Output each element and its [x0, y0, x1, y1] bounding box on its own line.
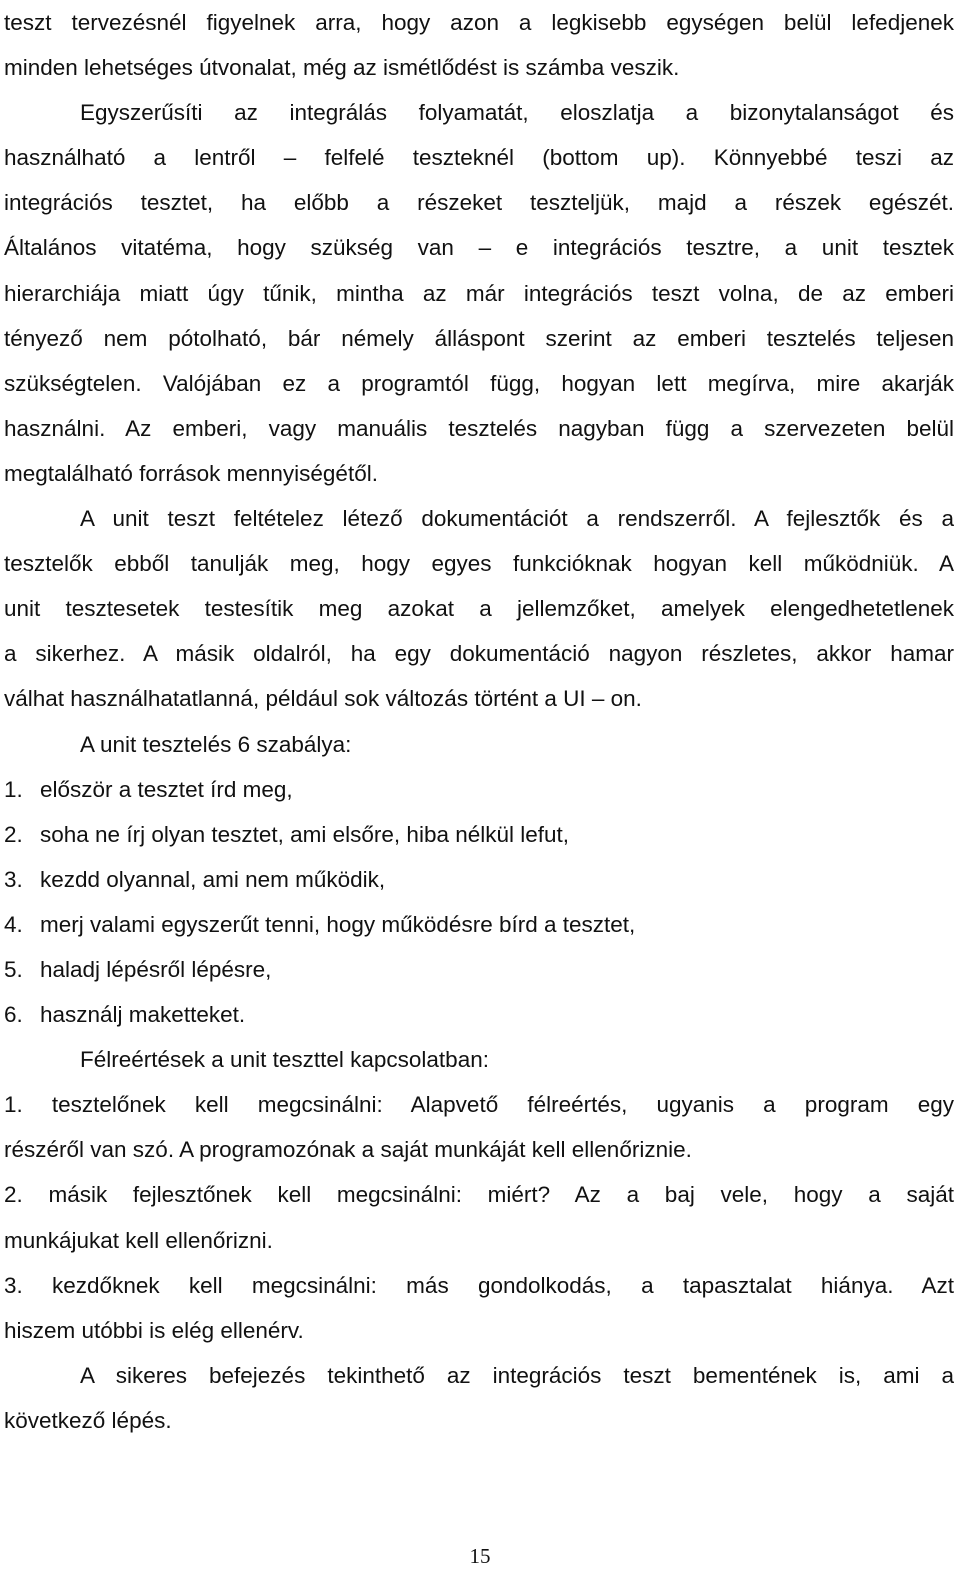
- list-number: 1.: [4, 776, 23, 802]
- list-number: 2.: [4, 821, 23, 847]
- list-number: 3.: [4, 866, 23, 892]
- list-number: 6.: [4, 1002, 23, 1028]
- paragraph-line: A unit teszt feltételez létező dokumentációt a rendszerről. A fejlesztők és a: [80, 506, 954, 532]
- list-number: 5.: [4, 956, 23, 982]
- paragraph-line: Egyszerűsíti az integrálás folyamatát, eloszlatja a bizonytalanságot és: [80, 100, 954, 126]
- rules-heading: A unit tesztelés 6 szabálya:: [80, 731, 352, 757]
- list-text: soha ne írj olyan tesztet, ami elsőre, hiba nélkül lefut,: [40, 821, 570, 847]
- list-item: [4, 767, 954, 812]
- paragraph-line: válhat használhatatlanná, például sok változás történt a UI – on.: [4, 686, 642, 712]
- paragraph-line: megtalálható források mennyiségétől.: [4, 460, 378, 486]
- list-text: használj maketteket.: [40, 1002, 246, 1028]
- list-item: [4, 902, 954, 947]
- paragraph-line: tényező nem pótolható, bár némely álláspont szerint az emberi tesztelés teljesen: [4, 325, 954, 351]
- paragraph-line: következő lépés.: [4, 1407, 172, 1433]
- list-text: merj valami egyszerűt tenni, hogy működésre bírd a tesztet,: [40, 911, 636, 937]
- paragraph-line: integrációs tesztet, ha előbb a részeket teszteljük, majd a részek egészét.: [4, 190, 954, 216]
- paragraph-line: a sikerhez. A másik oldalról, ha egy dokumentáció nagyon részletes, akkor hamar: [4, 641, 954, 667]
- list-item: [4, 857, 954, 902]
- list-item: [4, 812, 954, 857]
- list-text: először a tesztet írd meg,: [40, 776, 293, 802]
- misconceptions-heading: Félreértések a unit teszttel kapcsolatban:: [80, 1047, 489, 1073]
- paragraph-line: teszt tervezésnél figyelnek arra, hogy azon a legkisebb egységen belül lefedjenek: [4, 10, 954, 35]
- list-item: [4, 947, 954, 992]
- paragraph-line: szükségtelen. Valójában ez a programtól függ, hogyan lett megírva, mire akarják: [4, 370, 954, 396]
- document-page: [4, 0, 954, 1443]
- paragraph-line: 2. másik fejlesztőnek kell megcsinálni: miért? Az a baj vele, hogy a saját: [4, 1182, 954, 1208]
- paragraph-line: 1. tesztelőnek kell megcsinálni: Alapvető félreértés, ugyanis a program egy: [4, 1092, 954, 1118]
- paragraph-line: használható a lentről – felfelé teszteknél (bottom up). Könnyebbé teszi az: [4, 145, 954, 171]
- paragraph-line: unit tesztesetek testesítik meg azokat a jellemzőket, amelyek elengedhetetlenek: [4, 596, 954, 622]
- paragraph-line: használni. Az emberi, vagy manuális tesztelés nagyban függ a szervezeten belül: [4, 415, 954, 441]
- paragraph-line: Általános vitatéma, hogy szükség van – e integrációs tesztre, a unit tesztek: [4, 235, 954, 261]
- paragraph-line: részéről van szó. A programozónak a saját munkáját kell ellenőriznie.: [4, 1137, 692, 1163]
- page-number: 15: [469, 1544, 491, 1568]
- list-text: kezdd olyannal, ami nem működik,: [40, 866, 386, 892]
- list-item: [4, 992, 954, 1037]
- paragraph-line: tesztelők ebből tanulják meg, hogy egyes funkcióknak hogyan kell működniük. A: [4, 551, 954, 577]
- paragraph-line: hiszem utóbbi is elég ellenérv.: [4, 1317, 304, 1343]
- paragraph-line: munkájukat kell ellenőrizni.: [4, 1227, 273, 1253]
- paragraph-line: 3. kezdőknek kell megcsinálni: más gondolkodás, a tapasztalat hiánya. Azt: [4, 1272, 954, 1298]
- paragraph-line: minden lehetséges útvonalat, még az ismétlődést is számba veszik.: [4, 55, 680, 81]
- paragraph-line: A sikeres befejezés tekinthető az integrációs teszt bementének is, ami a: [80, 1362, 954, 1388]
- list-text: haladj lépésről lépésre,: [40, 956, 272, 982]
- list-number: 4.: [4, 911, 23, 937]
- paragraph-line: hierarchiája miatt úgy tűnik, mintha az már integrációs teszt volna, de az emberi: [4, 280, 954, 306]
